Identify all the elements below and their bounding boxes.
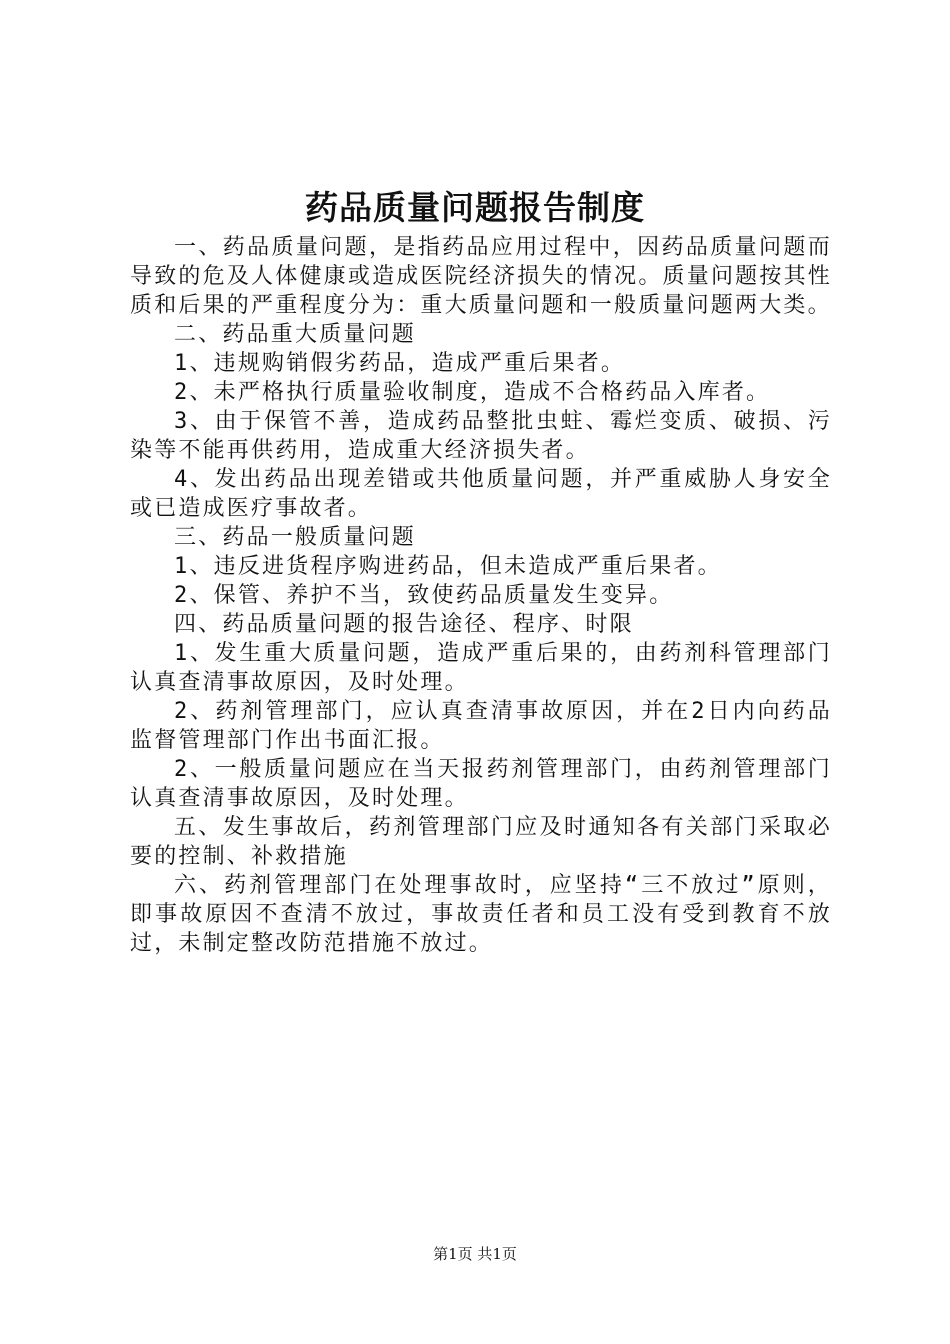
paragraph-item: 2、未严格执行质量验收制度，造成不合格药品入库者。 [174, 380, 771, 405]
paragraph-item: 1、发生重大质量问题，造成严重后果的，由药剂科管理部门认真查清事故原因，及时处理。 [130, 641, 832, 695]
paragraph-item: 1、违规购销假劣药品，造成严重后果者。 [174, 351, 626, 376]
paragraph-section-1: 一、药品质量问题，是指药品应用过程中，因药品质量问题而导致的危及人体健康或造成医院经济损失的情况。质量问题按其性质和后果的严重程度分为：重大质量问题和一般质量问题两大类。 [130, 235, 832, 318]
paragraph-section-3-heading: 三、药品一般质量问题 [174, 525, 417, 550]
paragraph-section-2-heading: 二、药品重大质量问题 [174, 322, 417, 347]
paragraph-item: 4、发出药品出现差错或共他质量问题，并严重威胁人身安全或已造成医疗事故者。 [130, 467, 832, 521]
paragraph-section-6: 六、药剂管理部门在处理事故时，应坚持“三不放过”原则，即事故原因不查清不放过，事故责任者和员工没有受到教育不放过，未制定整改防范措施不放过。 [130, 873, 832, 956]
paragraph-item: 3、由于保管不善，造成药品整批虫蛀、霉烂变质、破损、污染等不能再供药用，造成重大经济损失者。 [130, 409, 832, 463]
paragraph-section-4-heading: 四、药品质量问题的报告途径、程序、时限 [174, 612, 634, 637]
paragraph-section-5: 五、发生事故后，药剂管理部门应及时通知各有关部门采取必要的控制、补救措施 [130, 815, 832, 869]
document-title: 药品质量问题报告制度 [305, 188, 645, 227]
paragraph-item: 1、违反进货程序购进药品，但未造成严重后果者。 [174, 554, 722, 579]
page-footer: 第1页 共1页 [433, 1245, 517, 1263]
paragraph-item: 2、一般质量问题应在当天报药剂管理部门，由药剂管理部门认真查清事故原因，及时处理。 [130, 757, 832, 811]
paragraph-item: 2、保管、养护不当，致使药品质量发生变异。 [174, 583, 674, 608]
paragraph-item: 2、药剂管理部门，应认真查清事故原因，并在2日内向药品监督管理部门作出书面汇报。 [130, 699, 832, 753]
document-body [130, 233, 832, 958]
